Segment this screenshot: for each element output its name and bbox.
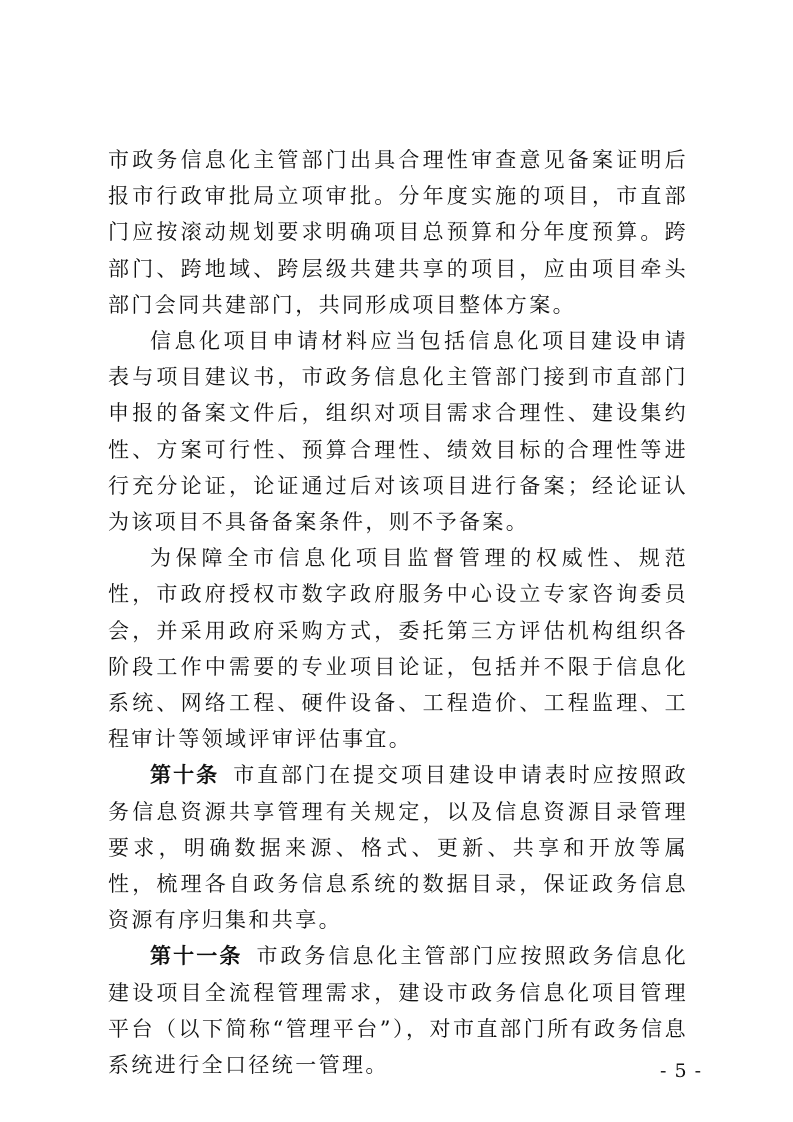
page-number: - 5 - [660, 1060, 703, 1082]
article-11-label: 第十一条 [150, 944, 243, 969]
paragraph-3-text: 为保障全市信息化项目监督管理的权威性、规范性，市政府授权市数字政府服务中心设立专家咨询委员会，并采用政府采购方式，委托第三方评估机构组织各阶段工作中需要的专业项目论证，包括并不限于信息化系统、网络工程、硬件设备、工程造价、工程监理、工程审计等领域评审评估事宜。 [108, 546, 688, 752]
article-11 [108, 938, 688, 1083]
paragraph-3 [108, 540, 688, 757]
article-10-text: 市直部门在提交项目建设申请表时应按照政务信息资源共享管理有关规定，以及信息资源目录管理要求，明确数据来源、格式、更新、共享和开放等属性，梳理各自政务信息系统的数据目录，保证政务信息资源有序归集和共享。 [108, 763, 688, 933]
article-10 [108, 757, 688, 938]
paragraph-2 [108, 323, 688, 540]
paragraph-1 [108, 142, 688, 323]
article-10-label: 第十条 [150, 763, 220, 788]
document-body [108, 142, 688, 1083]
article-11-text: 市政务信息化主管部门应按照政务信息化建设项目全流程管理需求，建设市政务信息化项目管理平台（以下简称“管理平台”），对市直部门所有政务信息系统进行全口径统一管理。 [108, 944, 688, 1078]
paragraph-1-text: 市政务信息化主管部门出具合理性审查意见备案证明后报市行政审批局立项审批。分年度实施的项目，市直部门应按滚动规划要求明确项目总预算和分年度预算。跨部门、跨地域、跨层级共建共享的项目，应由项目牵头部门会同共建部门，共同形成项目整体方案。 [108, 148, 688, 317]
paragraph-2-text: 信息化项目申请材料应当包括信息化项目建设申请表与项目建议书，市政务信息化主管部门接到市直部门申报的备案文件后，组织对项目需求合理性、建设集约性、方案可行性、预算合理性、绩效目标的合理性等进行充分论证，论证通过后对该项目进行备案；经论证认为该项目不具备备案条件，则不予备案。 [108, 329, 688, 535]
